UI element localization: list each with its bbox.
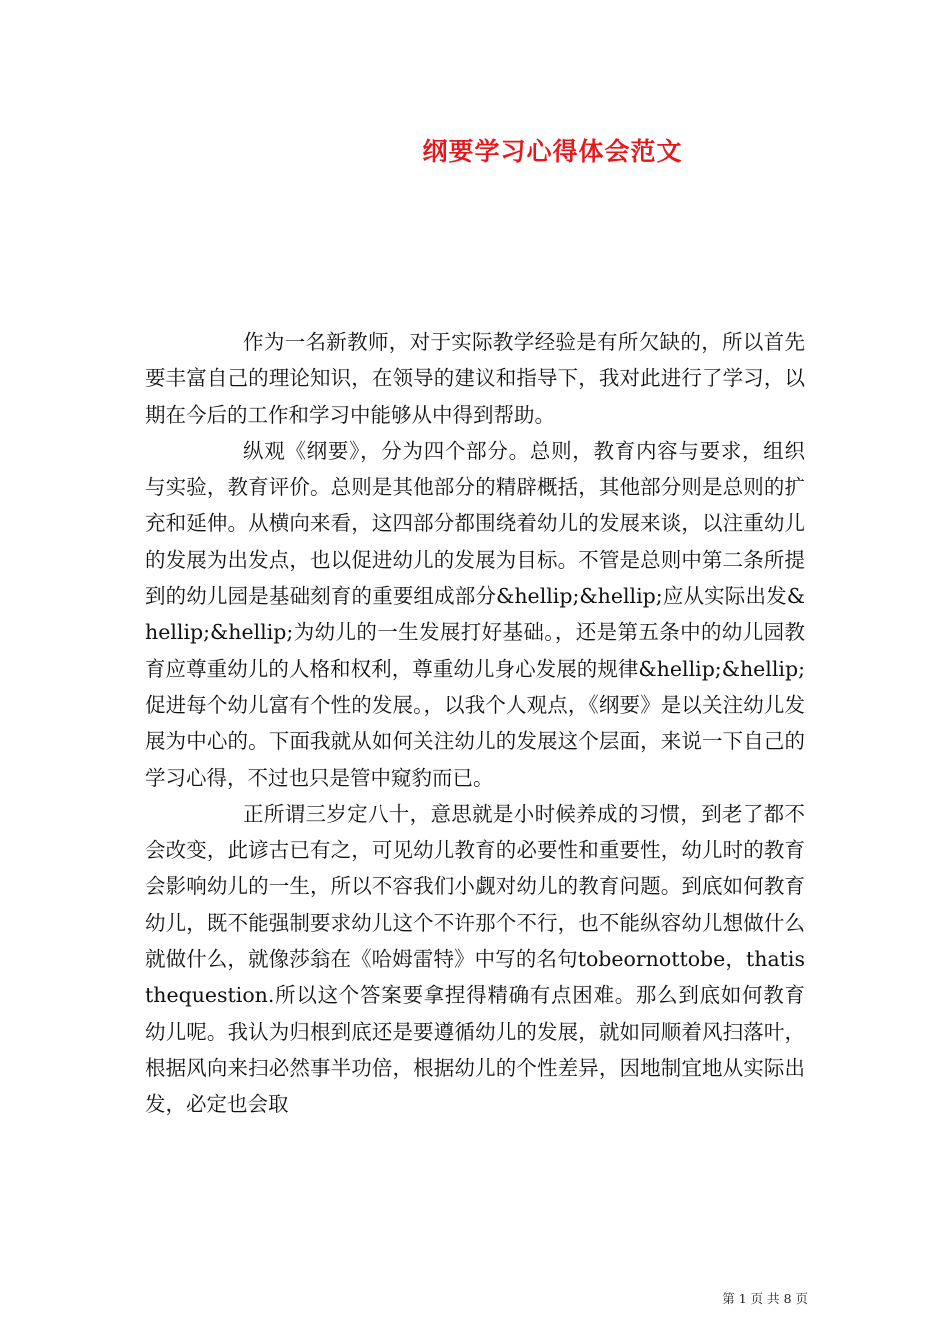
paragraph-3: 正所谓三岁定八十，意思就是小时候养成的习惯，到老了都不会改变，此谚古已有之，可见幼儿教育的必要性和重要性，幼儿时的教育会影响幼儿的一生，所以不容我们小觑对幼儿的教育问题。到底如何教育幼儿，既不能强制要求幼儿这个不许那个不行，也不能纵容幼儿想做什么就做什么，就像莎翁在《哈姆雷特》中写的名句tobeornottobe，thatisthequestion.所以这个答案要拿捏得精确有点困难。那么到底如何教育幼儿呢。我认为归根到底还是要遵循幼儿的发展，就如同顺着风扫落叶，根据风向来扫必然事半功倍，根据幼儿的个性差异，因地制宜地从实际出发，必定也会取 (145, 801, 805, 1117)
paragraph-2: 纵观《纲要》，分为四个部分。总则，教育内容与要求，组织与实验，教育评价。总则是其他部分的精辟概括，其他部分则是总则的扩充和延伸。从横向来看，这四部分都围绕着幼儿的发展来谈，以注重幼儿的发展为出发点，也以促进幼儿的发展为目标。不管是总则中第二条所提到的幼儿园是基础刻育的重要组成部分&hellip;&hellip;应从实际出发&hellip;&hellip;为幼儿的一生发展打好基础。，还是第五条中的幼儿园教育应尊重幼儿的人格和权利，尊重幼儿身心发展的规律&hellip;&hellip;促进每个幼儿富有个性的发展。，以我个人观点，《纲要》是以关注幼儿发展为中心的。下面我就从如何关注幼儿的发展这个层面，来说一下自己的学习心得，不过也只是管中窥豹而已。 (145, 438, 805, 790)
page-number-footer: 第 1 页 共 8 页 (722, 1291, 808, 1306)
paragraph-1: 作为一名新教师，对于实际教学经验是有所欠缺的，所以首先要丰富自己的理论知识，在领导的建议和指导下，我对此进行了学习，以期在今后的工作和学习中能够从中得到帮助。 (145, 330, 805, 427)
page-title: 纲要学习心得体会范文 (422, 137, 683, 166)
document-body (145, 324, 805, 1123)
